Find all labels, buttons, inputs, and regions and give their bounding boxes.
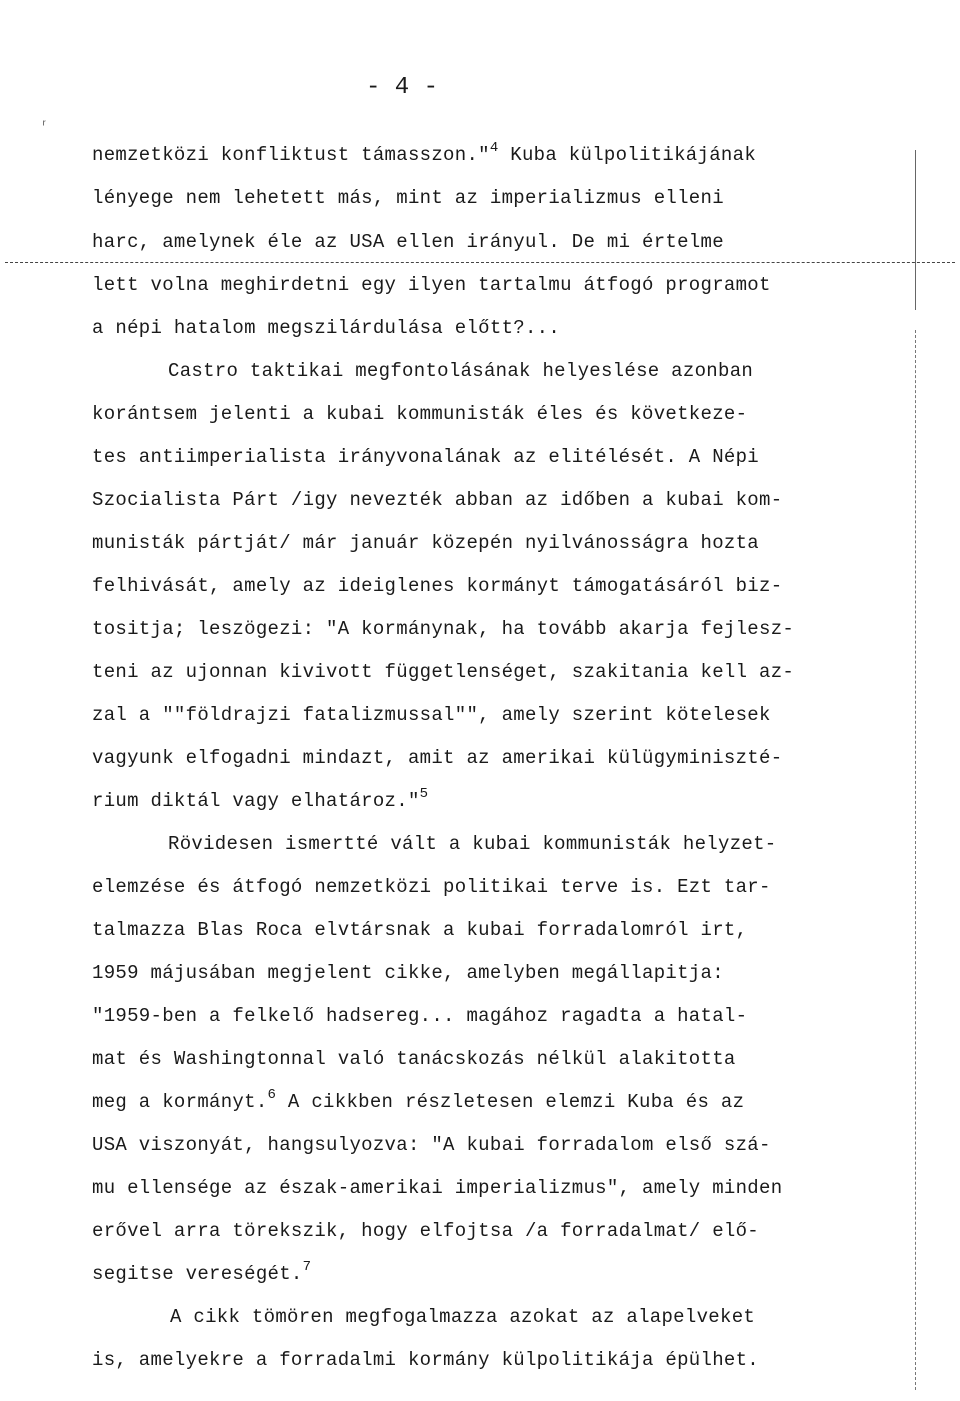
line-text: lett volna meghirdetni egy ilyen tartalmu átfogó programot [92, 274, 771, 296]
text-line [92, 445, 759, 469]
text-line [92, 703, 771, 727]
line-text: nemzetközi konfliktust támasszon." [92, 144, 490, 166]
text-line [92, 402, 747, 426]
page-number: - 4 - [366, 74, 439, 101]
text-line [92, 186, 724, 210]
text-line [168, 359, 753, 383]
footnote-reference: 5 [419, 786, 429, 802]
line-text: a népi hatalom megszilárdulása előtt?... [92, 317, 561, 339]
text-line [92, 660, 794, 684]
line-text-continued: A cikkben részletesen elemzi Kuba és az [276, 1091, 745, 1113]
line-text: korántsem jelenti a kubai kommunisták éles és következe- [92, 403, 748, 425]
line-text: zal a ""földrajzi fatalizmussal"", amely szerint kötelesek [92, 704, 771, 726]
line-text: meg a kormányt. [92, 1091, 268, 1113]
text-line [92, 617, 794, 641]
text-line [92, 1176, 782, 1200]
text-line [92, 230, 724, 254]
text-line [92, 961, 724, 985]
line-text: erővel arra törekszik, hogy elfojtsa /a forradalmat/ elő- [92, 1220, 760, 1242]
text-line [92, 1133, 771, 1157]
line-text-continued: Kuba külpolitikájának [498, 144, 757, 166]
line-text: segitse vereségét. [92, 1263, 303, 1285]
line-text: "1959-ben a felkelő hadsereg... magához ragadta a hatal- [92, 1005, 748, 1027]
fold-line [5, 262, 955, 263]
line-text: rium diktál vagy elhatároz." [92, 790, 420, 812]
line-text: Castro taktikai megfontolásának helyeslése azonban [168, 360, 754, 382]
text-line [92, 1047, 736, 1071]
footnote-reference: 4 [489, 140, 499, 156]
line-text: teni az ujonnan kivivott függetlenséget, szakitania kell az- [92, 661, 795, 683]
text-line [92, 316, 560, 340]
line-text: tes antiimperialista irányvonalának az elitélését. A Népi [92, 446, 760, 468]
text-line [168, 832, 777, 856]
line-text: harc, amelynek éle az USA ellen irányul. De mi értelme [92, 231, 724, 253]
text-line [92, 1004, 747, 1028]
text-line [92, 140, 757, 167]
text-line [92, 488, 782, 512]
line-text: vagyunk elfogadni mindazt, amit az amerikai külügyminiszté- [92, 747, 783, 769]
text-line [92, 273, 771, 297]
line-text: Szocialista Párt /igy nevezték abban az időben a kubai kom- [92, 489, 783, 511]
line-text: A cikk tömören megfogalmazza azokat az alapelveket [170, 1306, 756, 1328]
text-line [92, 918, 747, 942]
line-text: talmazza Blas Roca elvtársnak a kubai forradalomról irt, [92, 919, 748, 941]
text-line [170, 1305, 755, 1329]
line-text: Rövidesen ismertté vált a kubai kommunisták helyzet- [168, 833, 777, 855]
text-line [92, 746, 782, 770]
line-text: 1959 májusában megjelent cikke, amelyben megállapitja: [92, 962, 724, 984]
text-line [92, 1259, 312, 1286]
text-line [92, 1087, 745, 1114]
margin-line [915, 150, 916, 310]
line-text: is, amelyekre a forradalmi kormány külpolitikája épülhet. [92, 1349, 760, 1371]
text-line [92, 531, 759, 555]
text-line [92, 1348, 759, 1372]
text-line [92, 574, 782, 598]
line-text: mat és Washingtonnal való tanácskozás nélkül alakitotta [92, 1048, 736, 1070]
line-text: elemzése és átfogó nemzetközi politikai terve is. Ezt tar- [92, 876, 771, 898]
text-line [92, 786, 429, 813]
line-text: tositja; leszögezi: "A kormánynak, ha tovább akarja fejlesz- [92, 618, 795, 640]
footnote-reference: 7 [302, 1259, 312, 1275]
line-text: mu ellensége az észak-amerikai imperializmus", amely minden [92, 1177, 783, 1199]
footnote-reference: 6 [267, 1087, 277, 1103]
margin-line-lower [915, 330, 916, 1390]
line-text: munisták pártját/ már január közepén nyilvánosságra hozta [92, 532, 760, 554]
stray-mark: ʳ [40, 118, 49, 134]
text-line [92, 1219, 759, 1243]
line-text: USA viszonyát, hangsulyozva: "A kubai forradalom első szá- [92, 1134, 771, 1156]
line-text: felhivását, amely az ideiglenes kormányt támogatásáról biz- [92, 575, 783, 597]
line-text: lényege nem lehetett más, mint az imperializmus elleni [92, 187, 724, 209]
text-line [92, 875, 771, 899]
